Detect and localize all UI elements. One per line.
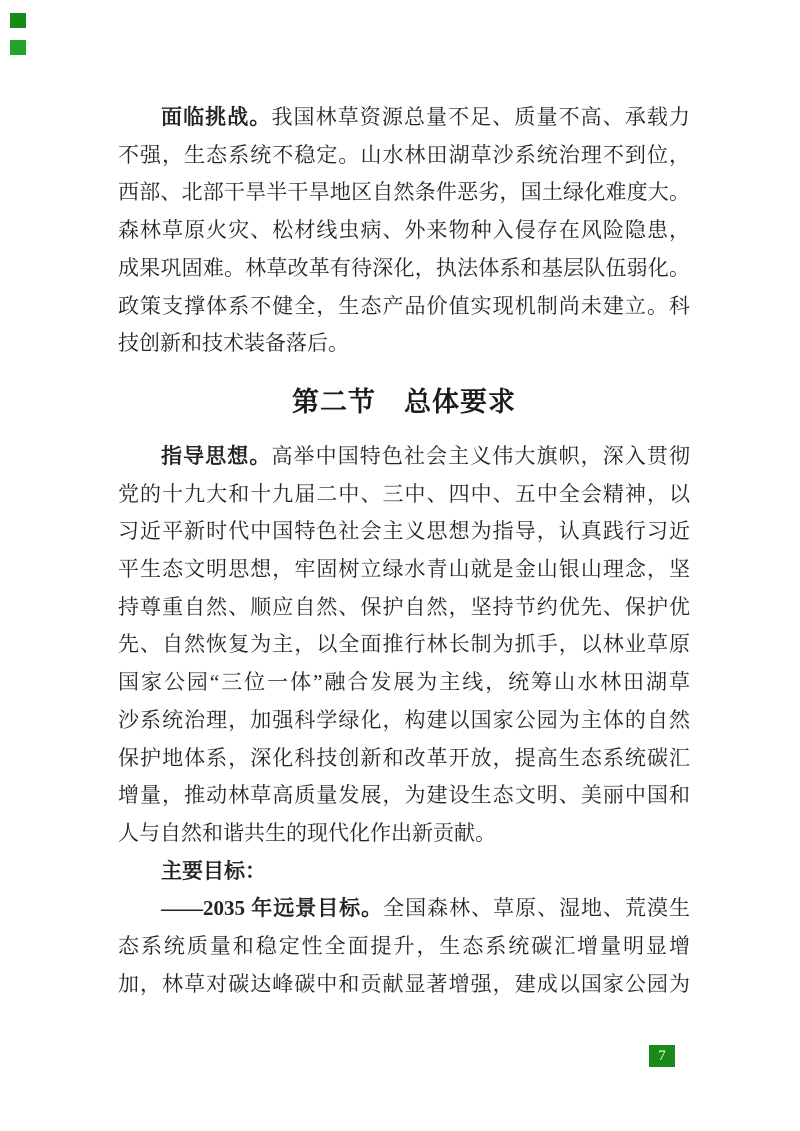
bold-lead-text: 指导思想。 xyxy=(161,443,272,468)
text-line: 党的十九大和十九届二中、三中、四中、五中全会精神，以 xyxy=(118,481,690,506)
text-line: 指导思想。高举中国特色社会主义伟大旗帜，深入贯彻 xyxy=(161,443,691,468)
para-main-goals-label xyxy=(118,853,690,891)
bold-lead-text: 主要目标： xyxy=(161,858,266,883)
para-challenges xyxy=(118,99,690,363)
page-number-text: 7 xyxy=(658,1048,666,1064)
text-line: 态系统质量和稳定性全面提升，生态系统碳汇增量明显增 xyxy=(118,934,690,959)
para-guiding-ideology xyxy=(118,438,690,853)
text-line: 先、自然恢复为主，以全面推行林长制为抓手，以林业草原 xyxy=(118,632,690,657)
text-line: 面临挑战。我国林草资源总量不足、质量不高、承载力 xyxy=(161,105,691,129)
text-line: 西部、北部干旱半干旱地区自然条件恶劣，国土绿化难度大。 xyxy=(118,180,690,205)
text-line: 不强，生态系统不稳定。山水林田湖草沙系统治理不到位， xyxy=(118,142,690,167)
text-line xyxy=(118,853,690,891)
text-line: 成果巩固难。林草改革有待深化，执法体系和基层队伍弱化。 xyxy=(118,255,690,280)
corner-mark-top-icon xyxy=(10,13,26,28)
corner-mark-bottom-icon xyxy=(10,40,26,55)
para-2035-vision xyxy=(118,890,690,1003)
text-line: 技创新和技术装备落后。 xyxy=(118,331,349,356)
document-content xyxy=(118,99,690,1003)
text-line: 沙系统治理，加强科学绿化，构建以国家公园为主体的自然 xyxy=(118,707,690,732)
bold-lead-text: ——2035 年远景目标。 xyxy=(161,896,384,921)
text-line: 持尊重自然、顺应自然、保护自然，坚持节约优先、保护优 xyxy=(118,594,690,619)
text-line: 增量，推动林草高质量发展，为建设生态文明、美丽中国和 xyxy=(118,783,690,808)
text-line: 保护地体系，深化科技创新和改革开放，提高生态系统碳汇 xyxy=(118,745,690,770)
text-line: 习近平新时代中国特色社会主义思想为指导，认真践行习近 xyxy=(118,519,690,544)
text-line: 森林草原火灾、松材线虫病、外来物种入侵存在风险隐患， xyxy=(118,218,690,243)
text-line: ——2035 年远景目标。全国森林、草原、湿地、荒漠生 xyxy=(161,896,691,921)
page-number-badge xyxy=(649,1045,675,1067)
text-line: 平生态文明思想，牢固树立绿水青山就是金山银山理念，坚 xyxy=(118,557,690,582)
text-line: 人与自然和谐共生的现代化作出新贡献。 xyxy=(118,820,496,845)
bold-lead-text: 面临挑战。 xyxy=(161,105,272,129)
text-line: 加，林草对碳达峰碳中和贡献显著增强，建成以国家公园为 xyxy=(118,971,690,996)
text-line: 国家公园“三位一体”融合发展为主线，统筹山水林田湖草 xyxy=(118,670,690,695)
text-line: 政策支撑体系不健全，生态产品价值实现机制尚未建立。科 xyxy=(118,293,690,318)
section-heading: 第二节 总体要求 xyxy=(292,386,516,417)
